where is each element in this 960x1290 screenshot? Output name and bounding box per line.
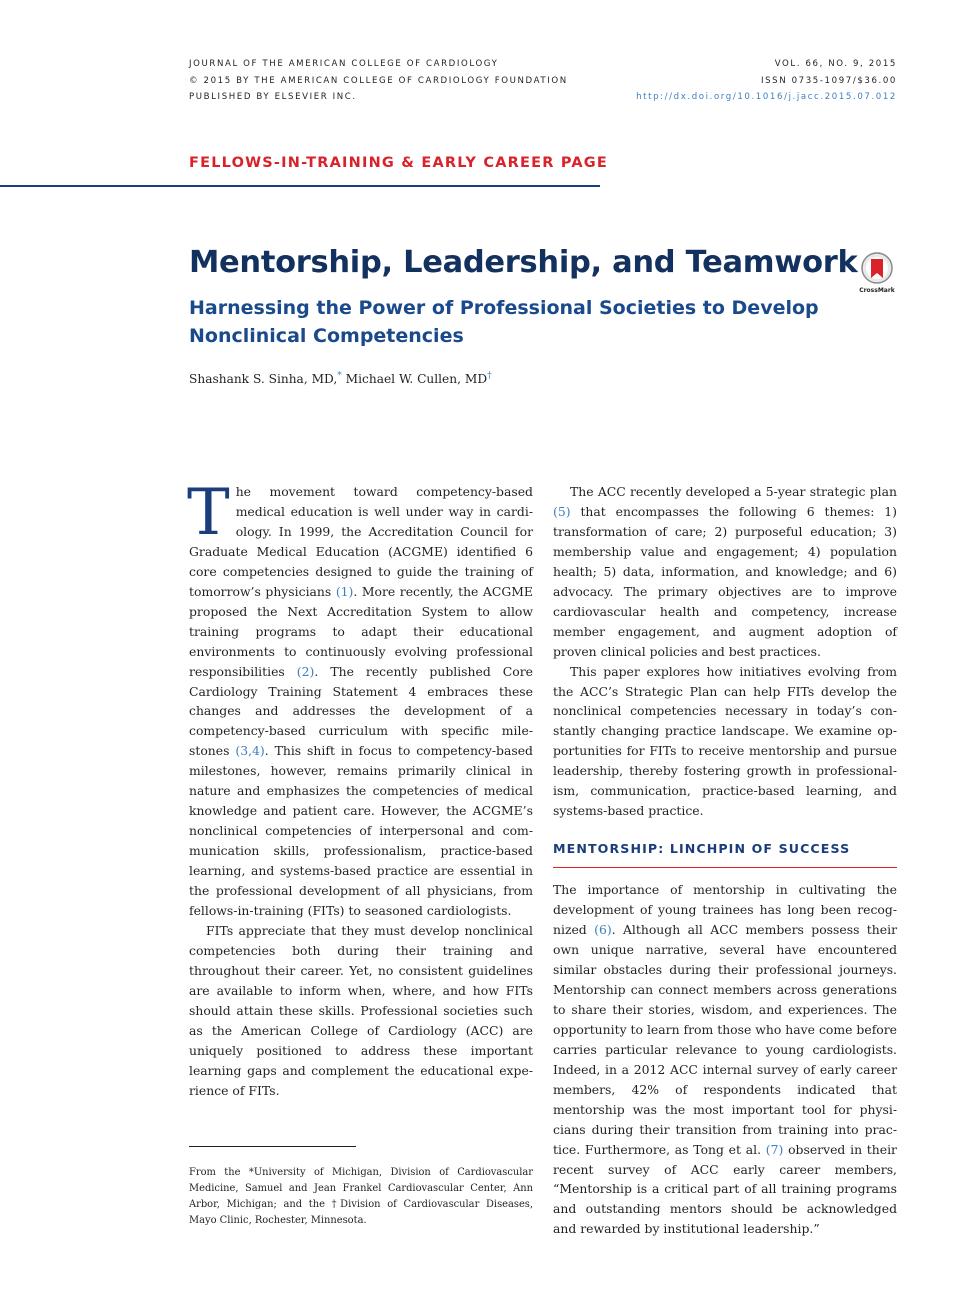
issue-header <box>636 56 897 106</box>
journal-header <box>189 56 568 106</box>
doi-link[interactable]: http://dx.doi.org/10.1016/j.jacc.2015.07.012 <box>636 92 897 102</box>
citation-link[interactable]: (3,4) <box>235 743 265 759</box>
article-subtitle <box>189 294 839 350</box>
copyright-line: © 2015 BY THE AMERICAN COLLEGE OF CARDIOLOGY FOUNDATION <box>189 75 568 86</box>
author-2: Michael W. Cullen, MD <box>345 372 488 386</box>
paragraph-mentorship: The importance of mentorship in cultivating the development of young trainees has long been recognized (6). Although all ACC members possess their own unique narrative, several have encountered similar obstacles during their professional journeys. Mentorship can connect members across generations to share their stories, wisdom, and experiences. The opportunity to learn from those who have come before carries particular relevance to young cardiologists. Indeed, in a 2012 ACC internal survey of early career members, 42% of respondents indicated that mentorship was the most important tool for physicians during their transition from training into practice. Furthermore, as Tong et al. (7) observed in their recent survey of ACC early career members, “Mentorship is a critical part of all training programs and outstanding mentors should be acknowledged and rewarded by institutional leadership.” <box>553 882 897 1237</box>
subtitle-line-2: Nonclinical Competencies <box>189 325 464 347</box>
paragraph-strategic-plan: The ACC recently developed a 5-year strategic plan (5) that encompasses the following 6 themes: 1) transformation of care; 2) purposeful education; 3) membership value and engagement; 4) population health; 5) data, information, and knowledge; and 6) advocacy. The primary objectives are to improve cardiovascular health and competency, increase member engagement, and augment adoption of proven clinical policies and best practices. <box>553 484 897 659</box>
section-divider <box>0 185 600 187</box>
drop-cap: T <box>187 476 230 550</box>
author-1: Shashank S. Sinha, MD, <box>189 372 338 386</box>
citation-link[interactable]: (6) <box>594 922 612 938</box>
article-title: Mentorship, Leadership, and Teamwork <box>189 245 858 280</box>
section-label: FELLOWS-IN-TRAINING & EARLY CAREER PAGE <box>189 155 608 171</box>
paragraph-paper-scope: This paper explores how initiatives evolving from the ACC’s Strategic Plan can help FITs develop the nonclinical competencies necessary in today’s constantly changing practice landscape. We examine opportunities for FITs to receive mentorship and pursue leadership, thereby fostering growth in professionalism, communication, practice-based learning, and systems-based practice. <box>553 663 897 819</box>
citation-link[interactable]: (2) <box>296 663 315 679</box>
affiliation-mark-2[interactable]: † <box>487 370 492 381</box>
crossmark-icon[interactable] <box>857 252 897 294</box>
subtitle-line-1: Harnessing the Power of Professional Societies to Develop <box>189 297 819 319</box>
citation-link[interactable]: (5) <box>553 503 571 519</box>
left-column <box>187 476 533 1101</box>
paragraph-intro: The movement toward competency-based medical education is well under way in cardiology. In 1999, the Accreditation Council for Graduate Medical Education (ACGME) identified 6 core competencies designed to guide the training of tomorrow’s physicians (1). More recently, the ACGME proposed the Next Accreditation System to allow training programs to adapt their educational environments to continuously evolving professional responsibilities (2). The recently published Core Cardiology Training Statement 4 embraces these changes and addresses the development of a competency-based curriculum with specific milestones (3,4). This shift in focus to competency-based milestones, however, remains primarily clinical in nature and emphasizes the competencies of medical knowledge and patient care. However, the ACGME’s nonclinical competencies of interpersonal and communication skills, professionalism, practice-based learning, and systems-based practice are essential in the professional development of all physicians, from fellows-in-training (FITs) to seasoned cardiologists. <box>187 476 533 919</box>
footnote-divider <box>189 1146 356 1147</box>
right-column <box>553 482 897 1239</box>
crossmark-label: CrossMark <box>859 287 895 294</box>
affiliation-mark-1[interactable]: * <box>337 370 342 381</box>
publisher-line: PUBLISHED BY ELSEVIER INC. <box>189 92 357 102</box>
paragraph-fits: FITs appreciate that they must develop nonclinical competencies both during their training and throughout their career. Yet, no consistent guidelines are available to inform when, where, and how FITs should attain these skills. Professional societies such as the American College of Cardiology (ACC) are uniquely positioned to address these important learning gaps and complement the educational experience of FITs. <box>189 922 533 1098</box>
journal-name: JOURNAL OF THE AMERICAN COLLEGE OF CARDIOLOGY <box>189 59 499 69</box>
issn-info: ISSN 0735-1097/$36.00 <box>760 75 897 86</box>
volume-info: VOL. 66, NO. 9, 2015 <box>774 59 897 69</box>
citation-link[interactable]: (1) <box>335 583 354 599</box>
affiliation-footnote: From the *University of Michigan, Division of Cardiovascular Medicine, Samuel and Jean Frankel Cardiovascular Center, Ann Arbor, Michigan; and the †Division of Cardiovascular Diseases, Mayo Clinic, Rochester, Minnesota. <box>189 1167 533 1226</box>
section-heading-mentorship: MENTORSHIP: LINCHPIN OF SUCCESS <box>553 839 897 868</box>
author-list <box>189 372 492 386</box>
citation-link[interactable]: (7) <box>765 1141 784 1157</box>
